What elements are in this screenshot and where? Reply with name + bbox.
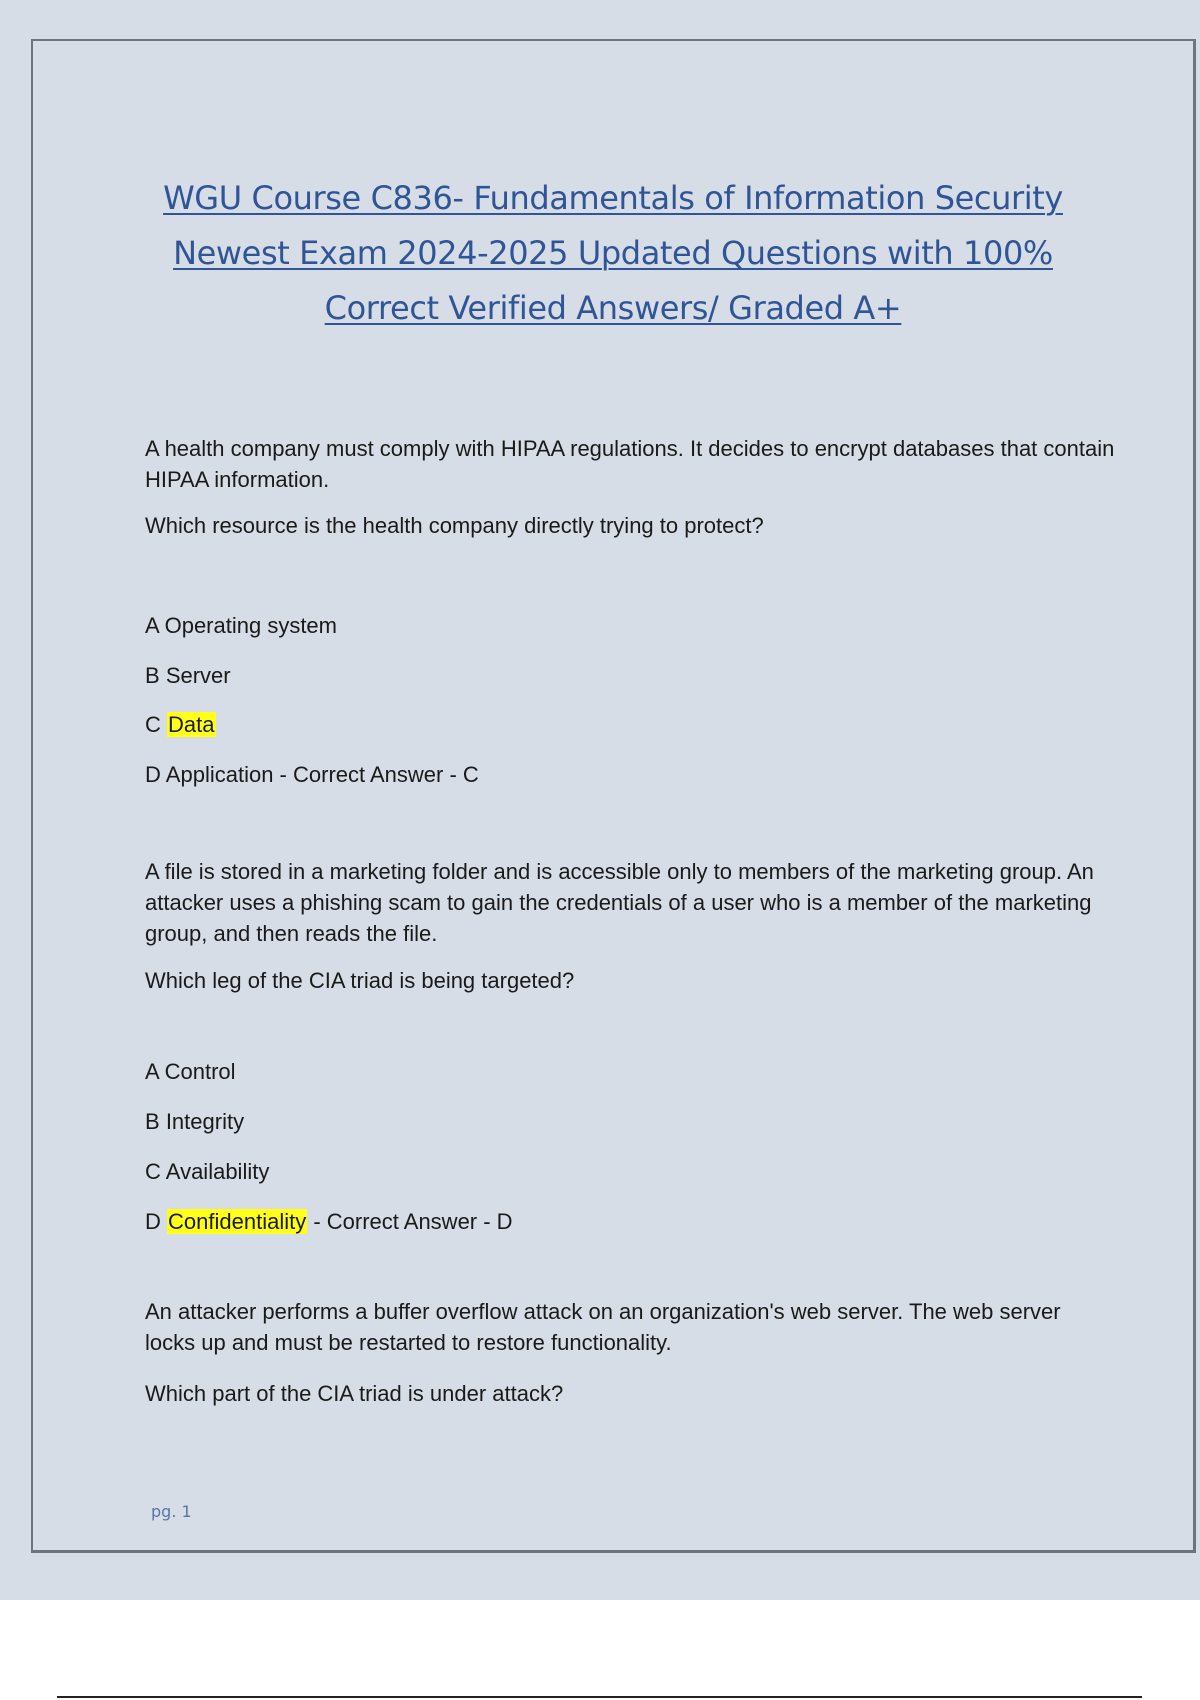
question-1-stem: A health company must comply with HIPAA regulations. It decides to encrypt databases that contain HIPAA information. <box>145 436 1115 492</box>
option-letter: C <box>145 1159 161 1184</box>
question-1-option-d <box>145 761 479 789</box>
question-2-option-d <box>145 1208 513 1236</box>
option-letter: B <box>145 663 160 688</box>
option-text: Availability <box>165 1159 270 1184</box>
question-2-option-b <box>145 1108 244 1136</box>
question-1-prompt: Which resource is the health company directly trying to protect? <box>145 513 764 538</box>
question-2-option-c <box>145 1158 269 1186</box>
question-1-option-b <box>145 662 231 690</box>
document-page <box>31 39 1196 1553</box>
question-1-option-c <box>145 711 216 739</box>
option-letter: A <box>145 613 159 638</box>
question-1-option-a <box>145 612 337 640</box>
question-3-stem: An attacker performs a buffer overflow attack on an organization's web server. The web server locks up and must be restarted to restore functionality. <box>145 1299 1061 1355</box>
option-text: Operating system <box>164 613 337 638</box>
option-letter: D <box>145 1209 161 1234</box>
footer-divider <box>57 1696 1142 1698</box>
option-text: Control <box>164 1059 236 1084</box>
option-text: Application <box>165 762 274 787</box>
question-2-option-a <box>145 1058 236 1086</box>
highlighted-answer: Data <box>168 712 215 737</box>
document-title <box>113 171 1113 336</box>
option-text: Server <box>165 663 231 688</box>
option-text: Integrity <box>165 1109 245 1134</box>
correct-answer-note: - Correct Answer - D <box>307 1209 513 1234</box>
title-line-2: Newest Exam 2024-2025 Updated Questions with 100% <box>173 234 1053 272</box>
title-line-3: Correct Verified Answers/ Graded A+ <box>324 289 902 327</box>
question-3-prompt: Which part of the CIA triad is under attack? <box>145 1381 564 1406</box>
title-line-1: WGU Course C836- Fundamentals of Information Security <box>163 179 1063 217</box>
option-letter: B <box>145 1109 160 1134</box>
option-letter: C <box>145 712 161 737</box>
question-2-stem: A file is stored in a marketing folder and is accessible only to members of the marketing group. An attacker uses a phishing scam to gain the credentials of a user who is a member of the marketing group, and then reads the file. <box>145 859 1094 946</box>
page-number: pg. 1 <box>151 1502 192 1521</box>
highlighted-answer: Confidentiality <box>168 1209 307 1234</box>
option-letter: D <box>145 762 161 787</box>
question-2-prompt: Which leg of the CIA triad is being targeted? <box>145 968 575 993</box>
option-letter: A <box>145 1059 159 1084</box>
correct-answer-note: - Correct Answer - C <box>273 762 479 787</box>
